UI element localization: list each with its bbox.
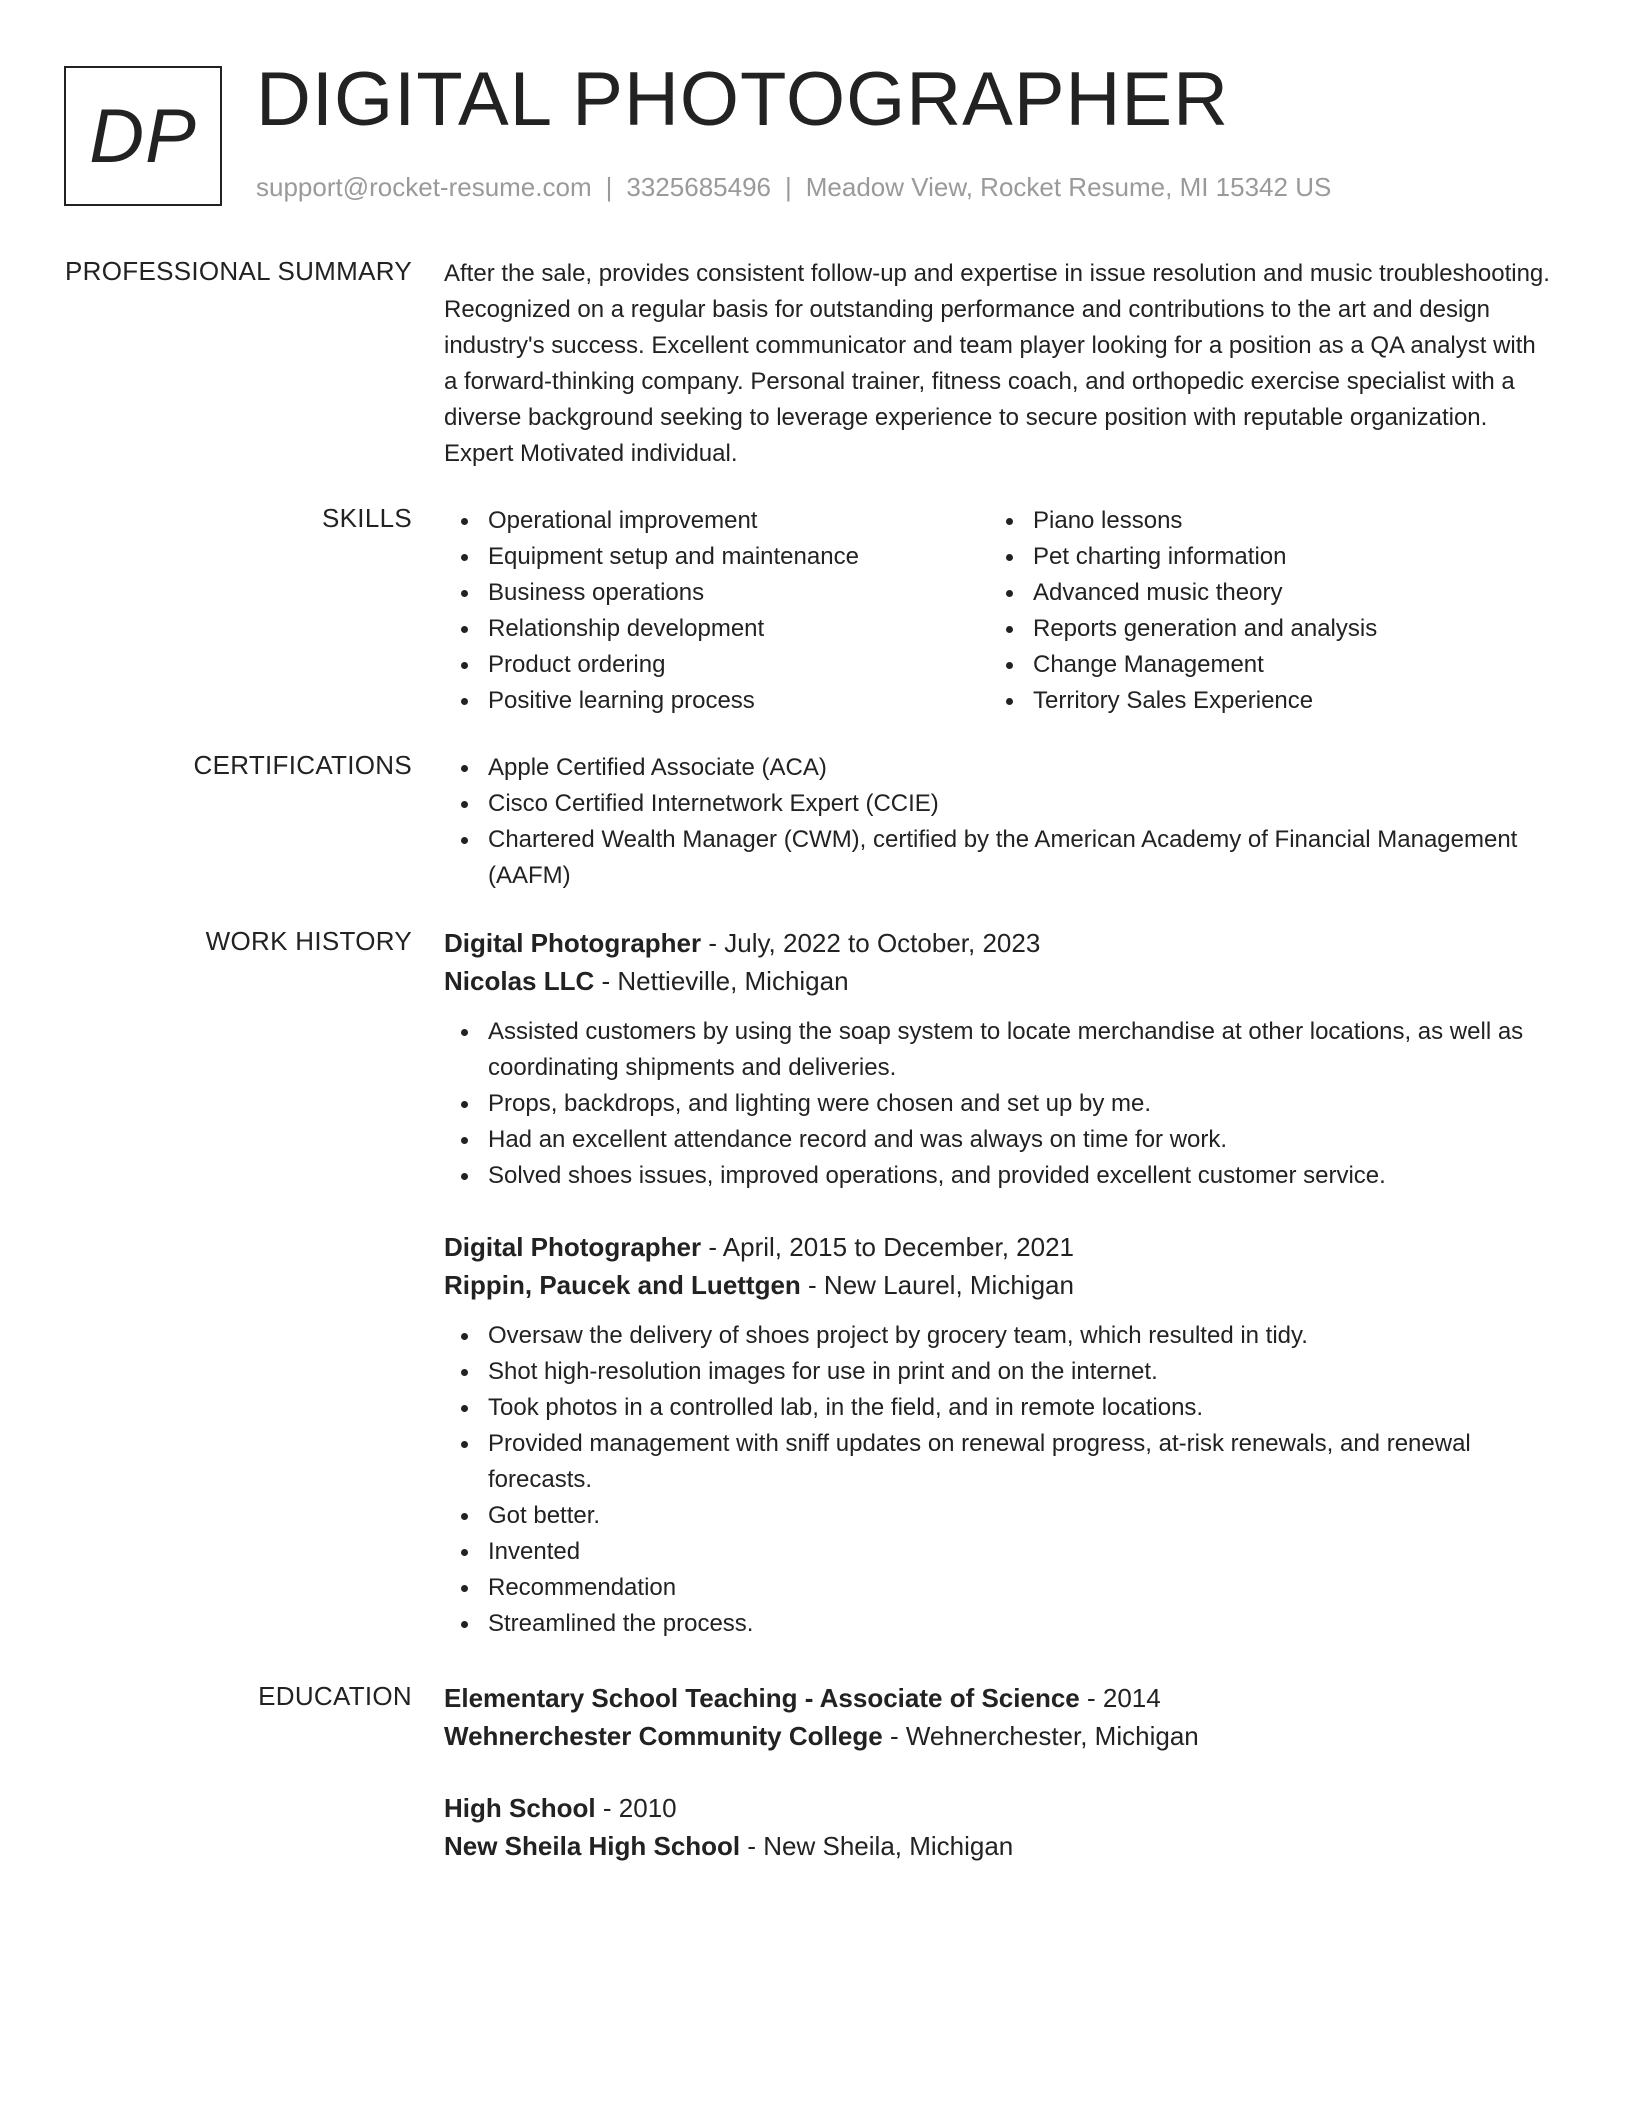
education-school-line xyxy=(444,1827,1552,1865)
skill-item: Piano lessons xyxy=(1033,503,1534,539)
contact-separator: | xyxy=(785,172,792,202)
job-bullet: Provided management with sniff updates on renewal progress, at-risk renewals, and renewal forecasts. xyxy=(488,1426,1552,1498)
job-bullets xyxy=(444,1014,1552,1194)
section-title-education: EDUCATION xyxy=(258,1681,412,1711)
section-title-summary: PROFESSIONAL SUMMARY xyxy=(65,256,412,286)
job-dates: - July, 2022 to October, 2023 xyxy=(701,928,1041,958)
skill-item: Territory Sales Experience xyxy=(1033,683,1534,719)
contact-separator: | xyxy=(605,172,613,202)
contact-line xyxy=(256,172,1331,203)
education-school: New Sheila High School xyxy=(444,1831,741,1861)
skill-item: Business operations xyxy=(488,575,989,611)
certifications-list xyxy=(444,750,1552,894)
job-role: Digital Photographer xyxy=(444,928,702,958)
skill-item: Advanced music theory xyxy=(1033,575,1534,611)
job-bullet: Got better. xyxy=(488,1498,1552,1534)
certification-item: Chartered Wealth Manager (CWM), certified by the American Academy of Financial Management (AAFM) xyxy=(488,822,1552,894)
skill-item: Change Management xyxy=(1033,647,1534,683)
contact-phone[interactable]: 3325685496 xyxy=(626,172,771,202)
education-year: - 2010 xyxy=(595,1793,677,1823)
skills-list xyxy=(444,503,1552,719)
monogram-logo: DP xyxy=(64,66,222,206)
job-bullet: Shot high-resolution images for use in print and on the internet. xyxy=(488,1354,1552,1390)
job-bullet: Props, backdrops, and lighting were chosen and set up by me. xyxy=(488,1086,1552,1122)
certification-item: Apple Certified Associate (ACA) xyxy=(488,750,1552,786)
job-dates: - April, 2015 to December, 2021 xyxy=(701,1232,1075,1262)
job-location: - Nettieville, Michigan xyxy=(594,966,849,996)
job-bullet: Assisted customers by using the soap system to locate merchandise at other locations, as well as coordinating shipments and deliveries. xyxy=(488,1014,1552,1086)
job-title-line xyxy=(444,1228,1552,1266)
education-entry xyxy=(444,1679,1552,1755)
skills-column-right xyxy=(989,503,1534,719)
education-location: - Wehnerchester, Michigan xyxy=(882,1721,1199,1751)
education-school-line xyxy=(444,1717,1552,1755)
section-title-certifications: CERTIFICATIONS xyxy=(193,750,412,780)
skill-item: Positive learning process xyxy=(488,683,989,719)
education-school: Wehnerchester Community College xyxy=(444,1721,883,1751)
job-company-line xyxy=(444,962,1552,1000)
education-location: - New Sheila, Michigan xyxy=(740,1831,1014,1861)
contact-address: Meadow View, Rocket Resume, MI 15342 US xyxy=(805,172,1332,202)
education-degree: Elementary School Teaching - Associate of Science xyxy=(444,1683,1080,1713)
job-company: Nicolas LLC xyxy=(444,966,595,996)
education-degree: High School xyxy=(444,1793,596,1823)
job-bullet: Recommendation xyxy=(488,1570,1552,1606)
job-bullet: Solved shoes issues, improved operations, and provided excellent customer service. xyxy=(488,1158,1552,1194)
job-bullet: Streamlined the process. xyxy=(488,1606,1552,1642)
education-entry xyxy=(444,1789,1552,1865)
job-location: - New Laurel, Michigan xyxy=(800,1270,1074,1300)
job-bullet: Had an excellent attendance record and was always on time for work. xyxy=(488,1122,1552,1158)
job-title-line xyxy=(444,924,1552,962)
skills-column-left xyxy=(444,503,989,719)
education-degree-line xyxy=(444,1679,1552,1717)
page-title: DIGITAL PHOTOGRAPHER xyxy=(256,57,1229,142)
skill-item: Equipment setup and maintenance xyxy=(488,539,989,575)
section-title-work-history: WORK HISTORY xyxy=(205,926,412,956)
education-degree-line xyxy=(444,1789,1552,1827)
certification-item: Cisco Certified Internetwork Expert (CCIE) xyxy=(488,786,1552,822)
education-year: - 2014 xyxy=(1079,1683,1161,1713)
skill-item: Product ordering xyxy=(488,647,989,683)
summary-text: After the sale, provides consistent follow-up and expertise in issue resolution and music troubleshooting. Recognized on a regular basis for outstanding performance and contributions to the art and design industry's success. Excellent communicator and team player looking for a position as a QA analyst with a forward-thinking company. Personal trainer, fitness coach, and orthopedic exercise specialist with a diverse background seeking to leverage experience to secure position with reputable organization. Expert Motivated individual. xyxy=(444,260,1550,467)
job-bullet: Oversaw the delivery of shoes project by grocery team, which resulted in tidy. xyxy=(488,1318,1552,1354)
job-company: Rippin, Paucek and Luettgen xyxy=(444,1270,801,1300)
job-bullet: Invented xyxy=(488,1534,1552,1570)
skill-item: Operational improvement xyxy=(488,503,989,539)
job-company-line xyxy=(444,1266,1552,1304)
contact-email[interactable]: support@rocket-resume.com xyxy=(256,172,592,202)
skill-item: Reports generation and analysis xyxy=(1033,611,1534,647)
skill-item: Pet charting information xyxy=(1033,539,1534,575)
job-bullets xyxy=(444,1318,1552,1642)
job-entry xyxy=(444,924,1552,1194)
job-role: Digital Photographer xyxy=(444,1232,702,1262)
skill-item: Relationship development xyxy=(488,611,989,647)
job-bullet: Took photos in a controlled lab, in the field, and in remote locations. xyxy=(488,1390,1552,1426)
section-title-skills: SKILLS xyxy=(322,503,412,533)
job-entry xyxy=(444,1228,1552,1642)
